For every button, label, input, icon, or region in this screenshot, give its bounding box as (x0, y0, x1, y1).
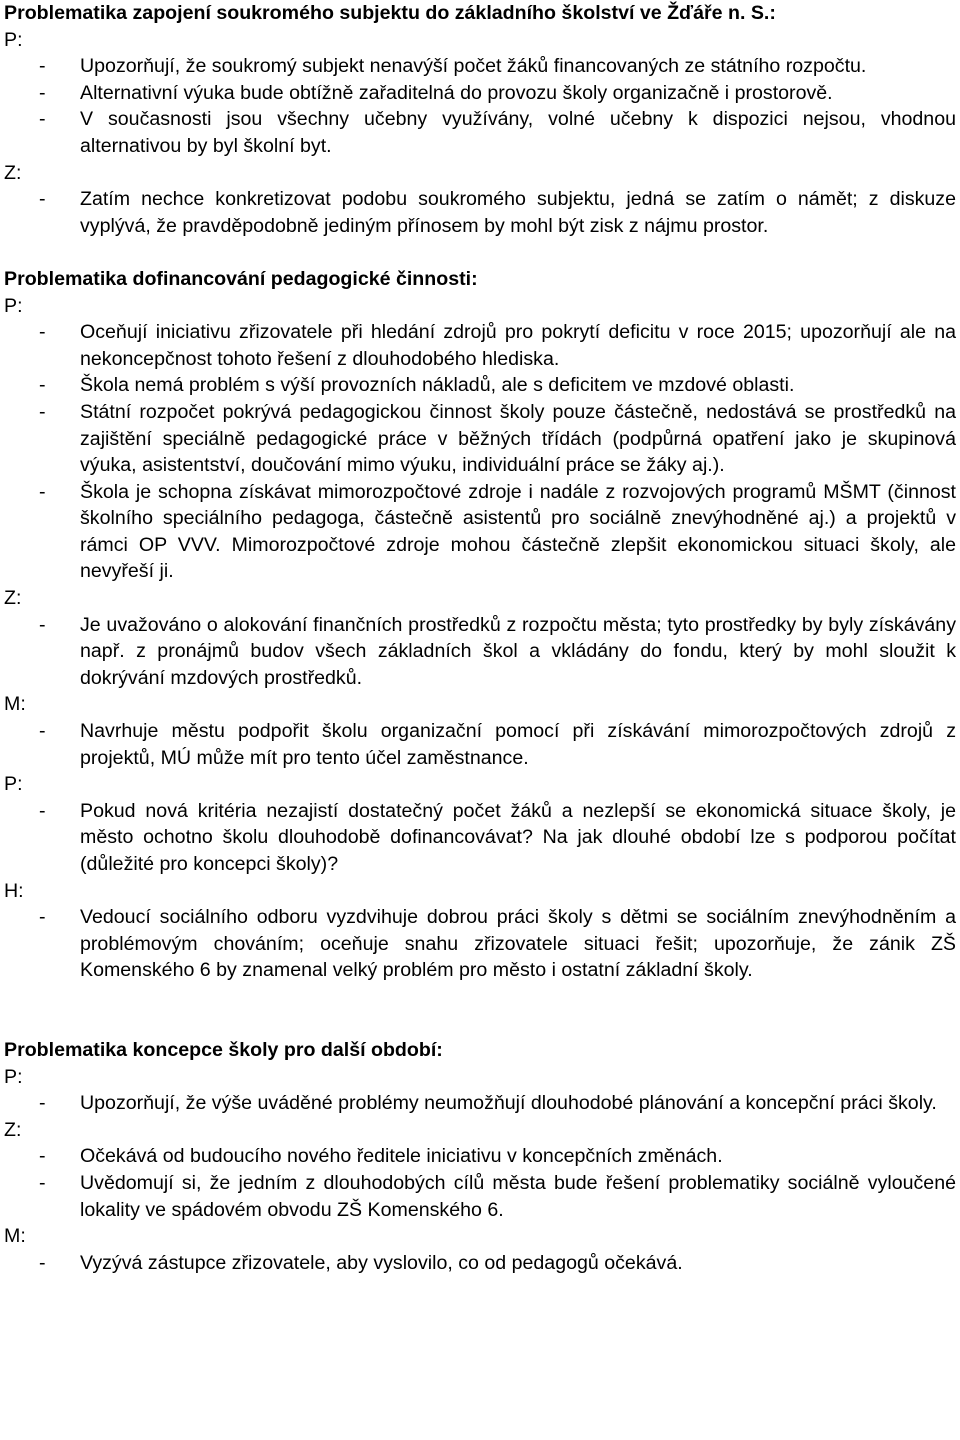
spacer (4, 984, 956, 1037)
speaker-label: Z: (4, 1118, 22, 1141)
list-item: - Alternativní výuka bude obtížně zařaditelná do provozu školy organizačně i prostorově. (4, 80, 956, 107)
speaker-label: M: (4, 693, 26, 716)
speaker-label: M: (4, 1225, 26, 1248)
speaker-label: H: (4, 879, 24, 902)
list-item: - Upozorňují, že výše uváděné problémy neumožňují dlouhodobé plánování a koncepční práci školy. (4, 1090, 956, 1117)
list-item: - Zatím nechce konkretizovat podobu soukromého subjektu, jedná se zatím o námět; z diskuze vyplývá, že pravděpodobně jediným přínosem by mohl být zisk z nájmu prostor. (4, 186, 956, 239)
list-item: - Škola nemá problém s výší provozních nákladů, ale s deficitem ve mzdové oblasti. (4, 372, 956, 399)
item-list (4, 904, 956, 984)
speaker-label: Z: (4, 161, 22, 184)
section-title: Problematika zapojení soukromého subjektu do základního školství ve Žďáře n. S.: (4, 2, 776, 24)
list-item: - Upozorňují, že soukromý subjekt nenavýší počet žáků financovaných ze státního rozpočtu. (4, 53, 956, 80)
list-item: - Je uvažováno o alokování finančních prostředků z rozpočtu města; tyto prostředky by byly získávány např. z pronájmů budov všech základních škol a vkládány do fondu, který by mohl sloužit k dokrývání mzdových prostředků. (4, 612, 956, 692)
speaker-label: P: (4, 1065, 23, 1088)
list-item: - Pokud nová kritéria nezajistí dostatečný počet žáků a nezlepší se ekonomická situace školy, je město ochotno školu dlouhodobě dofinancovávat? Na jak dlouhé období lze s podporou počítat (důležité pro koncepci školy)? (4, 798, 956, 878)
list-item: - Škola je schopna získávat mimorozpočtové zdroje i nadále z rozvojových programů MŠMT (činnost školního speciálního pedagoga, částečně asistentů pro sociálně znevýhodněné aj.) a projektů v rámci OP VVV. Mimorozpočtové zdroje mohou částečně zlepšit ekonomickou situaci školy, ale nevyřeší ji. (4, 479, 956, 585)
list-item: - Očekává od budoucího nového ředitele iniciativu v koncepčních změnách. (4, 1143, 956, 1170)
speaker-label: Z: (4, 587, 22, 610)
item-list (4, 1250, 956, 1277)
item-list (4, 319, 956, 585)
item-list (4, 718, 956, 771)
item-list (4, 612, 956, 692)
list-item: - Oceňují iniciativu zřizovatele při hledání zdrojů pro pokrytí deficitu v roce 2015; upozorňují ale na nekoncepčnost tohoto řešení z dlouhodobého hlediska. (4, 319, 956, 372)
speaker-label: P: (4, 28, 23, 51)
list-item: - V současnosti jsou všechny učebny využívány, volné učebny k dispozici nejsou, vhodnou alternativou by byl školní byt. (4, 106, 956, 159)
item-list (4, 186, 956, 239)
list-item: - Státní rozpočet pokrývá pedagogickou činnost školy pouze částečně, nedostává se prostředků na zajištění speciálně pedagogické práce v běžných třídách (podpůrná opatření jako je skupinová výuka, asistentství, doučování mimo výuku, individuální práce se žáky aj.). (4, 399, 956, 479)
document (4, 0, 956, 1276)
item-list (4, 1143, 956, 1223)
item-list (4, 798, 956, 878)
list-item: - Uvědomují si, že jedním z dlouhodobých cílů města bude řešení problematiky sociálně vyloučené lokality ve spádovém obvodu ZŠ Komenského 6. (4, 1170, 956, 1223)
section-title: Problematika dofinancování pedagogické činnosti: (4, 267, 478, 290)
section-title: Problematika koncepce školy pro další období: (4, 1038, 443, 1061)
item-list (4, 53, 956, 159)
list-item: - Navrhuje městu podpořit školu organizační pomocí při získávání mimorozpočtových zdrojů z projektů, MÚ může mít pro tento účel zaměstnance. (4, 718, 956, 771)
item-list (4, 1090, 956, 1117)
spacer (4, 239, 956, 266)
speaker-label: P: (4, 294, 23, 317)
list-item: - Vedoucí sociálního odboru vyzdvihuje dobrou práci školy s dětmi se sociálním znevýhodněním a problémovým chováním; oceňuje snahu zřizovatele situaci řešit; upozorňuje, že zánik ZŠ Komenského 6 by znamenal velký problém pro město i ostatní základní školy. (4, 904, 956, 984)
speaker-label: P: (4, 773, 23, 796)
list-item: - Vyzývá zástupce zřizovatele, aby vyslovilo, co od pedagogů očekává. (4, 1250, 956, 1277)
